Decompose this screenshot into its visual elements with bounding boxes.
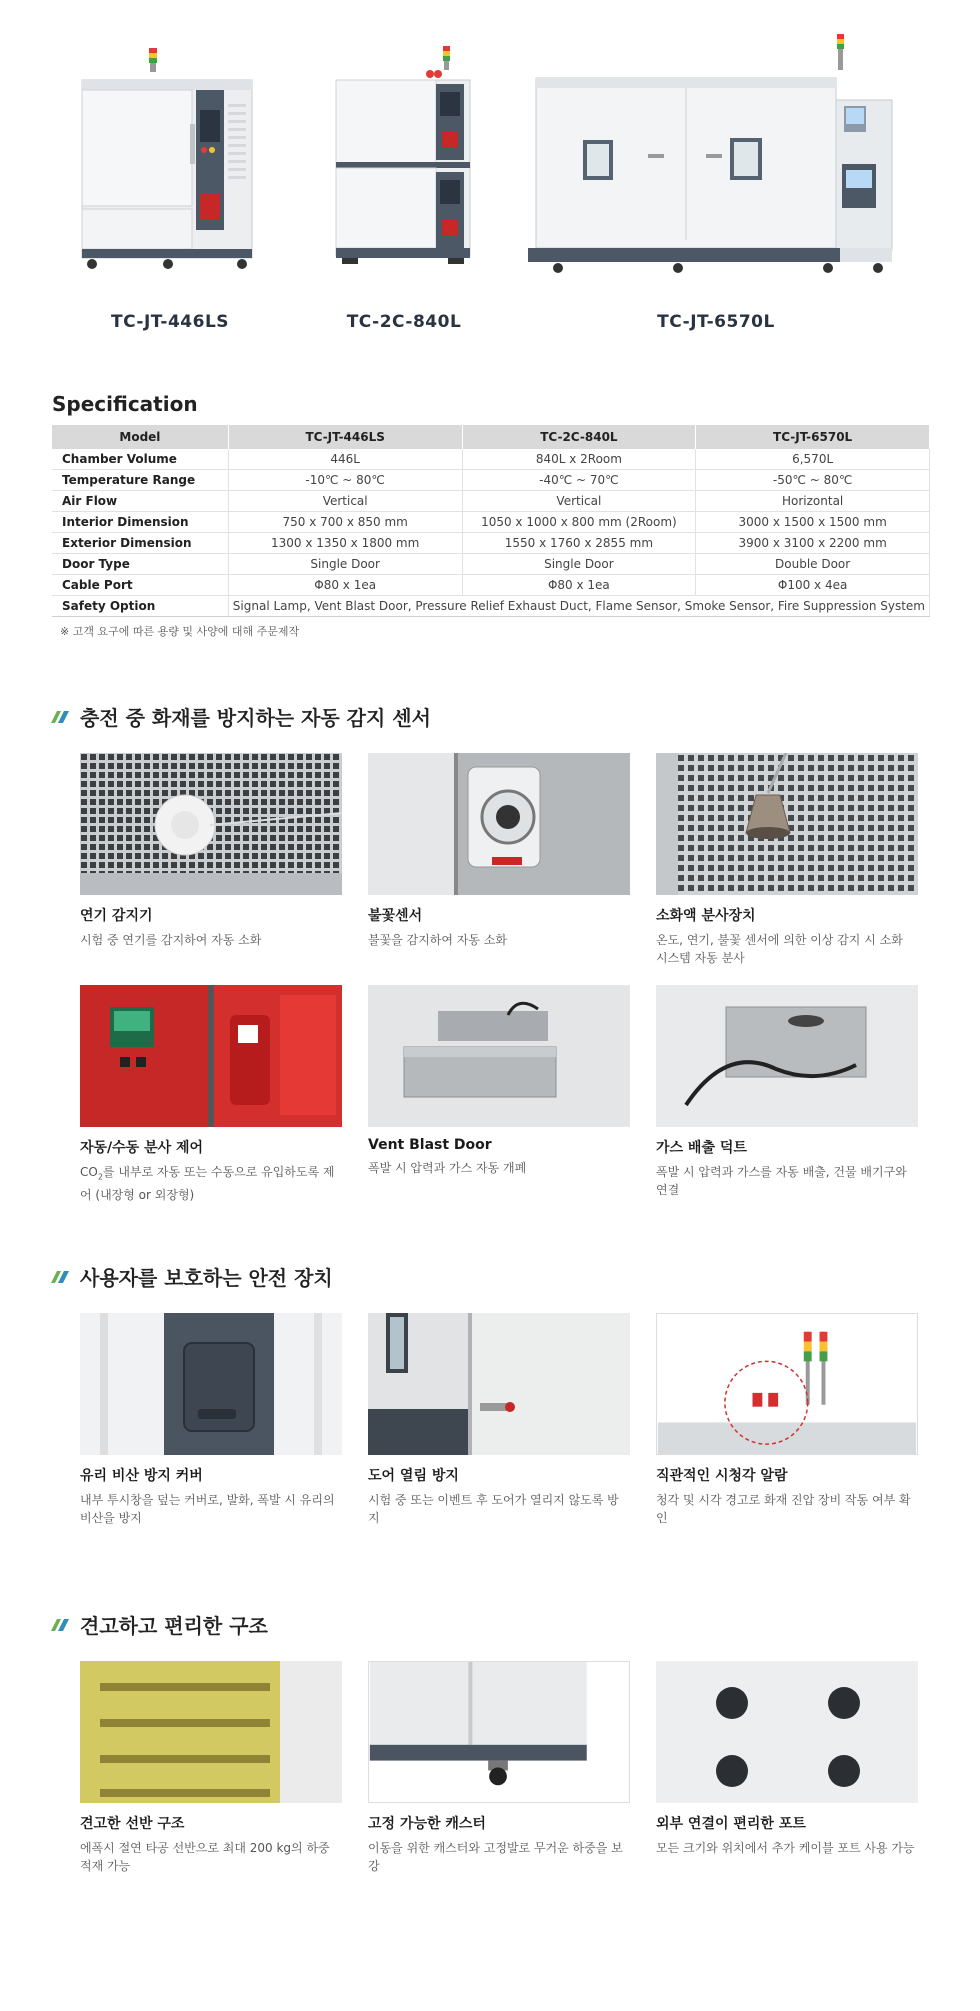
product-name-tc-jt-446ls: TC-JT-446LS <box>110 312 230 332</box>
section-heading-safety <box>48 1262 333 1291</box>
spray-control-panel-image <box>80 985 342 1127</box>
spec-row <box>52 449 930 470</box>
window-cover-image <box>80 1313 342 1455</box>
spec-cell: 840L x 2Room <box>462 449 696 470</box>
specification-title: Specification <box>52 392 198 416</box>
spec-cell-merged: Signal Lamp, Vent Blast Door, Pressure Relief Exhaust Duct, Flame Sensor, Smoke Sensor, Fire Suppression System <box>228 596 929 617</box>
card-description <box>80 1163 342 1204</box>
card-title: 도어 열림 방지 <box>368 1468 459 1484</box>
feature-card-casters <box>368 1661 630 1875</box>
vent-blast-door-image <box>368 985 630 1127</box>
spec-header-row <box>52 425 930 449</box>
cable-ports-image <box>656 1661 918 1803</box>
spec-header-cell: Model <box>52 425 228 449</box>
spec-header-cell: TC-JT-6570L <box>696 425 930 449</box>
card-title: 유리 비산 방지 커버 <box>80 1468 203 1484</box>
section-bullet-icon <box>48 1269 70 1285</box>
spec-row-label: Safety Option <box>52 596 228 617</box>
feature-card-spray-control <box>80 985 342 1204</box>
spec-row-label: Air Flow <box>52 491 228 512</box>
card-title: 가스 배출 덕트 <box>656 1140 747 1156</box>
section-bullet-icon <box>48 1617 70 1633</box>
spec-header-cell: TC-2C-840L <box>462 425 696 449</box>
spec-cell: 3900 x 3100 x 2200 mm <box>696 533 930 554</box>
spec-header-cell: TC-JT-446LS <box>228 425 462 449</box>
co2-subscript: 2 <box>97 1172 103 1182</box>
specification-table <box>52 425 930 617</box>
card-description: 시험 중 또는 이벤트 후 도어가 열리지 않도록 방지 <box>368 1493 619 1525</box>
card-description: 폭발 시 압력과 가스를 자동 배출, 건물 배기구와 연결 <box>656 1165 907 1197</box>
feature-card-signal-lamps <box>656 1313 918 1527</box>
chamber-two-room-image <box>334 44 472 276</box>
spec-cell: Single Door <box>228 554 462 575</box>
feature-card-flame-sensor <box>368 753 630 949</box>
feature-card-smoke-detector <box>80 753 342 949</box>
section-heading-auto-sensor <box>48 702 431 731</box>
section-title: 견고하고 편리한 구조 <box>80 1614 268 1638</box>
chamber-single-door-image <box>78 44 256 276</box>
spec-cell: Φ80 x 1ea <box>462 575 696 596</box>
spec-row-label: Temperature Range <box>52 470 228 491</box>
card-description: 이동을 위한 캐스터와 고정발로 무거운 하중을 보강 <box>368 1841 623 1873</box>
card-description-text: 를 내부로 자동 또는 수동으로 유입하도록 제어 (내장형 or 외장형) <box>80 1165 335 1203</box>
product-name-tc-jt-6570l: TC-JT-6570L <box>657 312 775 332</box>
card-description: 내부 투시창을 덮는 커버로, 발화, 폭발 시 유리의 비산을 방지 <box>80 1493 335 1525</box>
spec-cell: -40℃ ~ 70℃ <box>462 470 696 491</box>
signal-lamps-image <box>656 1313 918 1455</box>
spec-row-label: Door Type <box>52 554 228 575</box>
spec-row <box>52 575 930 596</box>
door-lock-image <box>368 1313 630 1455</box>
feature-card-vent-blast-door <box>368 985 630 1177</box>
spec-cell: 1300 x 1350 x 1800 mm <box>228 533 462 554</box>
spec-cell: 3000 x 1500 x 1500 mm <box>696 512 930 533</box>
feature-card-exhaust-duct <box>656 985 918 1199</box>
product-showcase <box>0 0 980 350</box>
feature-card-spray-nozzle <box>656 753 918 967</box>
card-description: 폭발 시 압력과 가스 자동 개폐 <box>368 1161 527 1175</box>
smoke-detector-image <box>80 753 342 895</box>
spec-row-label: Interior Dimension <box>52 512 228 533</box>
shelves-image <box>80 1661 342 1803</box>
spec-cell: 750 x 700 x 850 mm <box>228 512 462 533</box>
card-title: 견고한 선반 구조 <box>80 1816 185 1832</box>
section-title: 충전 중 화재를 방지하는 자동 감지 센서 <box>80 706 431 730</box>
feature-card-door-lock <box>368 1313 630 1527</box>
feature-card-shelves <box>80 1661 342 1875</box>
card-title: 소화액 분사장치 <box>656 908 756 924</box>
section-heading-structure <box>48 1610 268 1639</box>
spec-cell: 1050 x 1000 x 800 mm (2Room) <box>462 512 696 533</box>
feature-card-cable-ports <box>656 1661 918 1857</box>
card-description: 에폭시 절연 타공 선반으로 최대 200 kg의 하중 적재 가능 <box>80 1841 330 1873</box>
spec-cell: 446L <box>228 449 462 470</box>
spec-row-label: Exterior Dimension <box>52 533 228 554</box>
card-description: 시험 중 연기를 감지하여 자동 소화 <box>80 933 262 947</box>
card-description: 불꽃을 감지하여 자동 소화 <box>368 933 507 947</box>
casters-image <box>368 1661 630 1803</box>
spec-row <box>52 491 930 512</box>
card-title: 연기 감지기 <box>80 908 153 924</box>
spec-cell: 6,570L <box>696 449 930 470</box>
card-title: 자동/수동 분사 제어 <box>80 1140 204 1156</box>
section-title: 사용자를 보호하는 안전 장치 <box>80 1266 333 1290</box>
card-title: 직관적인 시청각 알람 <box>656 1468 788 1484</box>
card-description: 온도, 연기, 불꽃 센서에 의한 이상 감지 시 소화 시스템 자동 분사 <box>656 933 903 965</box>
spec-cell: Double Door <box>696 554 930 575</box>
spec-row <box>52 596 930 617</box>
spec-row <box>52 512 930 533</box>
chamber-double-door-image <box>528 30 900 280</box>
spec-row-label: Chamber Volume <box>52 449 228 470</box>
spec-row <box>52 554 930 575</box>
card-description: 청각 및 시각 경고로 화재 진압 장비 작동 여부 확인 <box>656 1493 911 1525</box>
co2-label: CO <box>80 1165 98 1179</box>
product-name-tc-2c-840l: TC-2C-840L <box>346 312 462 332</box>
spray-nozzle-image <box>656 753 918 895</box>
spec-cell: -50℃ ~ 80℃ <box>696 470 930 491</box>
spec-cell: Φ100 x 4ea <box>696 575 930 596</box>
section-bullet-icon <box>48 709 70 725</box>
flame-sensor-image <box>368 753 630 895</box>
card-title: 불꽃센서 <box>368 908 423 924</box>
spec-row <box>52 533 930 554</box>
card-description: 모든 크기와 위치에서 추가 케이블 포트 사용 가능 <box>656 1841 915 1855</box>
custom-order-note: ※ 고객 요구에 따른 용량 및 사양에 대해 주문제작 <box>60 625 300 638</box>
spec-cell: Vertical <box>228 491 462 512</box>
card-title: 외부 연결이 편리한 포트 <box>656 1816 806 1832</box>
spec-cell: Φ80 x 1ea <box>228 575 462 596</box>
card-title: 고정 가능한 캐스터 <box>368 1816 486 1832</box>
spec-row <box>52 470 930 491</box>
card-title: Vent Blast Door <box>368 1137 492 1153</box>
spec-cell: Horizontal <box>696 491 930 512</box>
feature-card-window-cover <box>80 1313 342 1527</box>
spec-cell: 1550 x 1760 x 2855 mm <box>462 533 696 554</box>
exhaust-duct-image <box>656 985 918 1127</box>
spec-cell: Single Door <box>462 554 696 575</box>
spec-cell: Vertical <box>462 491 696 512</box>
spec-row-label: Cable Port <box>52 575 228 596</box>
spec-cell: -10℃ ~ 80℃ <box>228 470 462 491</box>
